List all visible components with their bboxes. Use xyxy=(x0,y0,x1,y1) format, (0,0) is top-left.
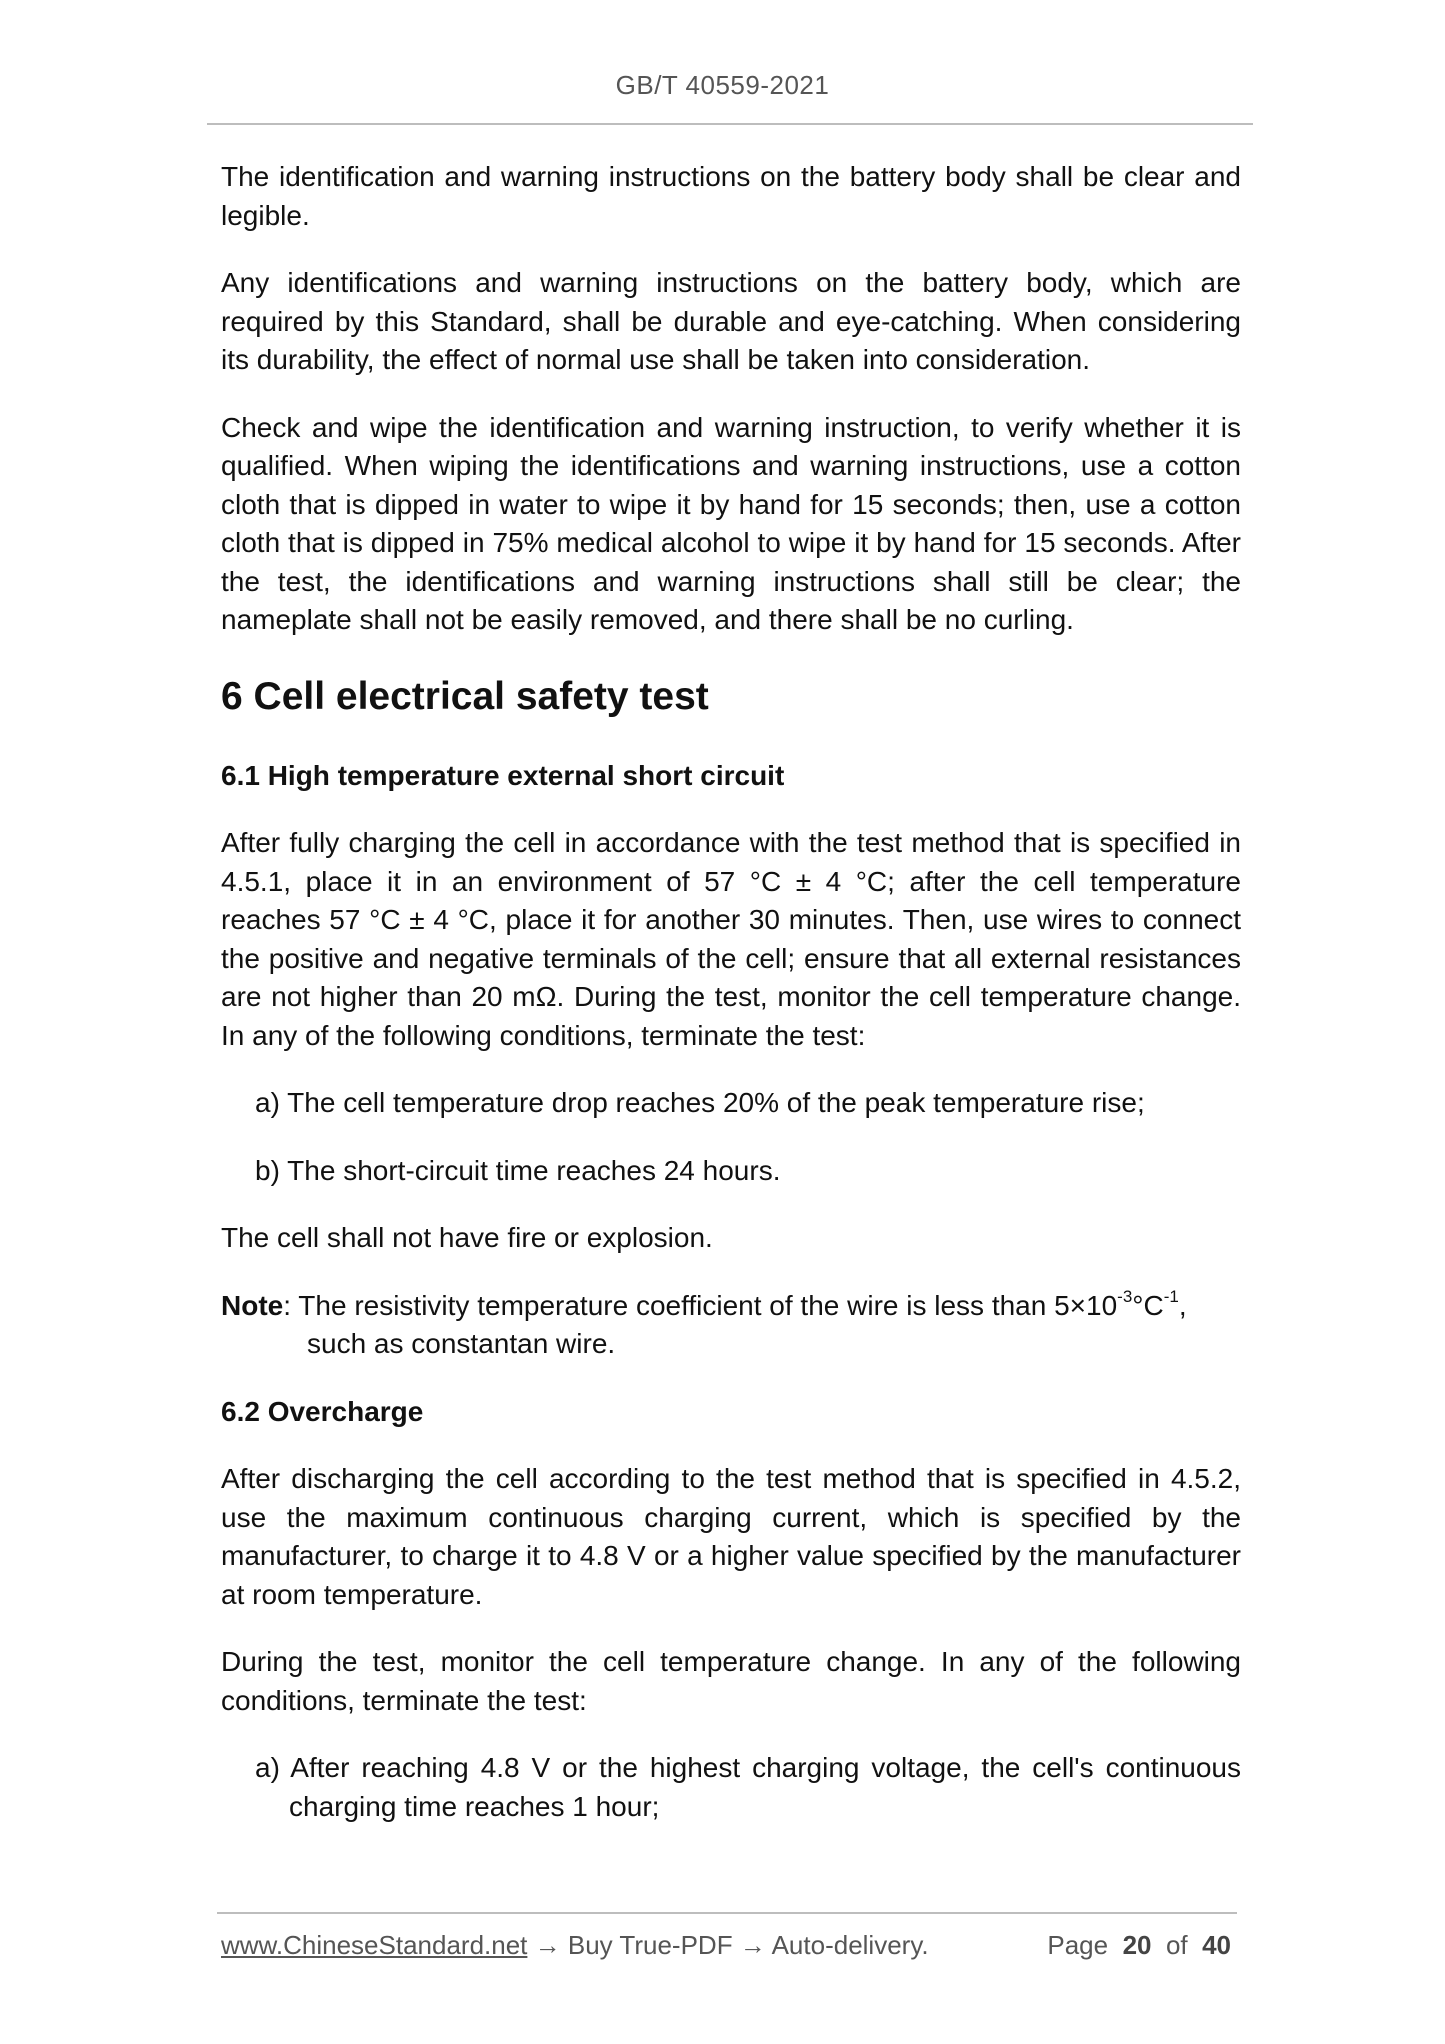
total-pages: 40 xyxy=(1202,1930,1231,1960)
footer-left xyxy=(221,1930,929,1961)
list-item: a) The cell temperature drop reaches 20% of the peak temperature rise; xyxy=(255,1087,1145,1118)
current-page: 20 xyxy=(1122,1930,1152,1960)
section-6-1-body: After fully charging the cell in accordance with the test method that is specified in 4.5.1, place it in an environment of 57 °C ± 4 °C; after the cell temperature reaches 57 °C ± 4 °C, place it for another 30 minutes. Then, use wires to connect the positive and negative terminals of the cell; ensure that all external resistances are not higher than 20 mΩ. During the test, monitor the cell temperature change. In any of the following conditions, terminate the test: xyxy=(221,827,1241,1051)
arrow-right-icon: → xyxy=(739,1930,766,1960)
list-item: a) After reaching 4.8 V or the highest charging voltage, the cell's continuous charging time reaches 1 hour; xyxy=(255,1752,1241,1822)
paragraph-wipe-test: Check and wipe the identification and warning instruction, to verify whether it is qualified. When wiping the identifications and warning instructions, use a cotton cloth that is dipped in water to wipe it by hand for 15 seconds; then, use a cotton cloth that is dipped in 75% medical alcohol to wipe it by hand for 15 seconds. After the test, the identifications and warning instructions shall still be clear; the nameplate shall not be easily removed, and there shall be no curling. xyxy=(221,411,1241,635)
document-header: GB/T 40559-2021 xyxy=(615,70,830,100)
note xyxy=(221,1287,1241,1326)
footer-delivery-text: Auto-delivery. xyxy=(765,1930,929,1960)
note-label: Note xyxy=(221,1289,284,1321)
note-continuation: such as constantan wire. xyxy=(307,1328,616,1359)
paragraph-legibility: The identification and warning instructions on the battery body shall be clear and legible. xyxy=(221,161,1241,231)
footer-buy-text: Buy True-PDF xyxy=(560,1930,740,1960)
section-6-2-body-1: After discharging the cell according to the test method that is specified in 4.5.2, use the maximum continuous charging current, which is specified by the manufacturer, to charge it to 4.8 V or a higher value specified by the manufacturer at room temperature. xyxy=(221,1463,1241,1610)
section-6-2-title: 6.2 Overcharge xyxy=(221,1395,424,1427)
header-divider xyxy=(207,123,1253,125)
section-6-1-result: The cell shall not have fire or explosion. xyxy=(221,1222,713,1253)
arrow-right-icon: → xyxy=(534,1930,561,1960)
paragraph-durability: Any identifications and warning instructions on the battery body, which are required by this Standard, shall be durable and eye-catching. When considering its durability, the effect of normal use shall be taken into consideration. xyxy=(221,267,1241,375)
footer-divider xyxy=(217,1912,1237,1914)
website-link[interactable]: www.ChineseStandard.net xyxy=(221,1930,528,1960)
section-6-title: 6 Cell electrical safety test xyxy=(221,674,709,718)
note-unit: °C xyxy=(1132,1289,1164,1321)
note-exponent-2: -1 xyxy=(1163,1287,1179,1307)
of-label: of xyxy=(1165,1930,1188,1960)
section-6-2-body-2: During the test, monitor the cell temperature change. In any of the following conditions, terminate the test: xyxy=(221,1646,1241,1716)
page-number xyxy=(1047,1930,1231,1961)
note-comma: , xyxy=(1178,1289,1187,1321)
note-text: : The resistivity temperature coefficient of the wire is less than 5×10 xyxy=(283,1289,1118,1321)
page-content xyxy=(221,158,1241,1826)
page-label: Page xyxy=(1047,1930,1109,1960)
note-exponent-1: -3 xyxy=(1117,1287,1133,1307)
section-6-1-title: 6.1 High temperature external short circuit xyxy=(221,759,785,791)
list-item: b) The short-circuit time reaches 24 hours. xyxy=(255,1154,781,1186)
